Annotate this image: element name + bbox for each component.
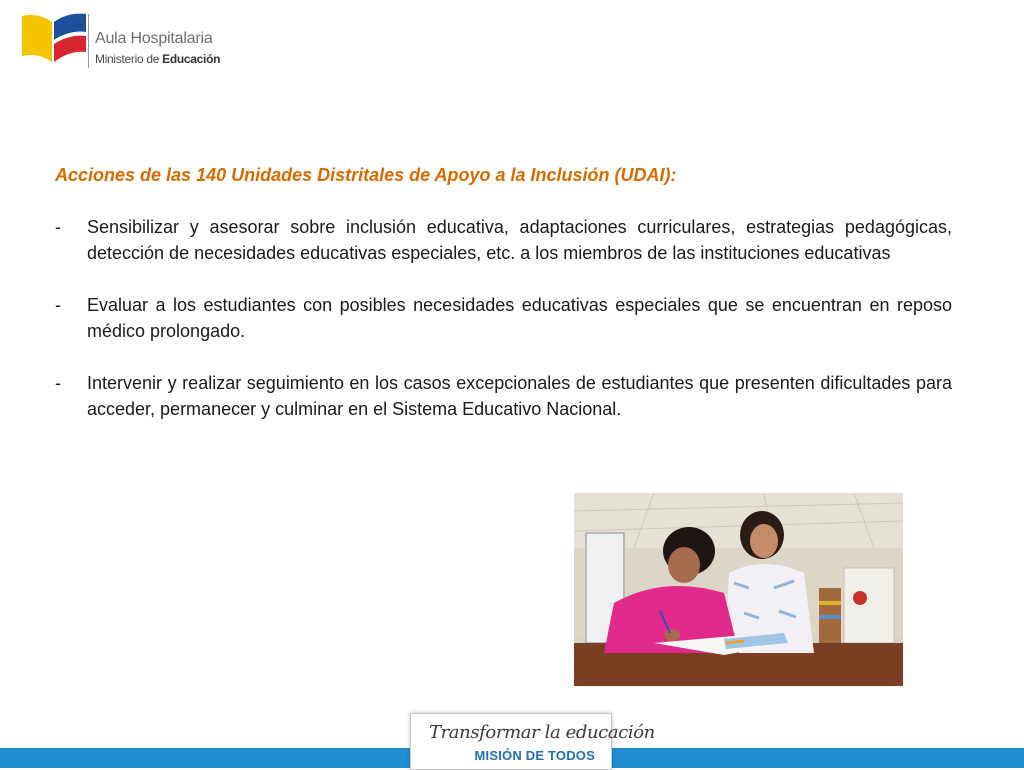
list-item bbox=[55, 214, 952, 266]
ministry-logo bbox=[20, 10, 250, 70]
list-item-text: Intervenir y realizar seguimiento en los casos excepcionales de estudiantes que presenten dificultades para acceder, permanecer y culminar en el Sistema Educativo Nacional. bbox=[87, 373, 952, 419]
flag-book-icon bbox=[20, 10, 86, 66]
logo-subtitle-prefix: Ministerio de bbox=[95, 52, 163, 66]
bullet-dash: - bbox=[55, 295, 61, 315]
list-item bbox=[55, 370, 952, 422]
bullet-dash: - bbox=[55, 373, 61, 393]
logo-title: Aula Hospitalaria bbox=[95, 30, 213, 47]
slogan-line-1: Transformar la educación bbox=[429, 722, 655, 743]
slogan-line-2: MISIÓN DE TODOS bbox=[474, 748, 595, 763]
slogan-badge bbox=[410, 713, 655, 770]
logo-subtitle bbox=[95, 52, 220, 66]
list-item-text: Evaluar a los estudiantes con posibles necesidades educativas especiales que se encuentran en reposo médico prolongado. bbox=[87, 295, 952, 341]
photo-illustration bbox=[574, 493, 903, 686]
section-heading: Acciones de las 140 Unidades Distritales de Apoyo a la Inclusión (UDAI): bbox=[55, 165, 677, 185]
bullet-dash: - bbox=[55, 217, 61, 237]
list-item bbox=[55, 292, 952, 344]
actions-list bbox=[55, 214, 952, 422]
slide-content bbox=[55, 162, 952, 448]
logo-divider bbox=[88, 14, 89, 68]
logo-subtitle-bold: Educación bbox=[162, 52, 221, 66]
list-item-text: Sensibilizar y asesorar sobre inclusión educativa, adaptaciones curriculares, estrategias pedagógicas, detección de necesidades educativas especiales, etc. a los miembros de las instituciones educativas bbox=[87, 217, 952, 263]
classroom-photo bbox=[574, 493, 903, 686]
